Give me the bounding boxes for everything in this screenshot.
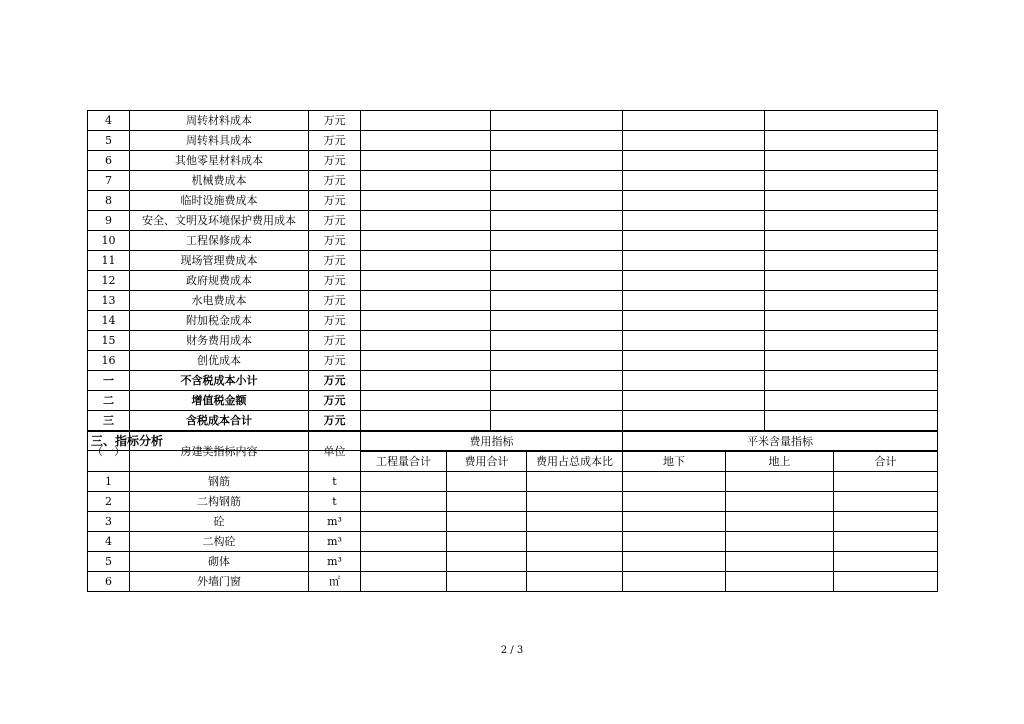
value-cell: [527, 492, 623, 512]
value-cell: [765, 311, 938, 331]
value-cell: [623, 251, 765, 271]
row-item: 水电费成本: [130, 291, 309, 311]
cost-row: [88, 191, 938, 211]
value-cell: [726, 512, 834, 532]
value-cell: [361, 552, 447, 572]
value-cell: [361, 231, 491, 251]
row-number: 12: [88, 271, 130, 291]
value-cell: [527, 512, 623, 532]
value-cell: [447, 552, 527, 572]
header-area-underground: 地下: [623, 452, 726, 472]
cost-row: [88, 211, 938, 231]
value-cell: [834, 472, 938, 492]
row-unit: 万元: [309, 111, 361, 131]
value-cell: [361, 532, 447, 552]
row-item: 砌体: [130, 552, 309, 572]
row-item: 外墙门窗: [130, 572, 309, 592]
value-cell: [623, 191, 765, 211]
value-cell: [447, 512, 527, 532]
value-cell: [361, 111, 491, 131]
value-cell: [765, 371, 938, 391]
row-unit: 万元: [309, 331, 361, 351]
value-cell: [361, 572, 447, 592]
cost-row: [88, 131, 938, 151]
value-cell: [623, 572, 726, 592]
row-number: 9: [88, 211, 130, 231]
index-table: [87, 431, 938, 592]
cost-row: [88, 111, 938, 131]
row-number: 10: [88, 231, 130, 251]
row-unit: 万元: [309, 151, 361, 171]
row-unit: 万元: [309, 291, 361, 311]
value-cell: [623, 271, 765, 291]
value-cell: [623, 131, 765, 151]
value-cell: [491, 331, 623, 351]
value-cell: [527, 532, 623, 552]
value-cell: [765, 211, 938, 231]
row-number: 16: [88, 351, 130, 371]
value-cell: [361, 512, 447, 532]
value-cell: [623, 472, 726, 492]
cost-table: [87, 110, 938, 451]
value-cell: [765, 291, 938, 311]
header-area-total: 合计: [834, 452, 938, 472]
header-fee-total: 费用合计: [447, 452, 527, 472]
row-number: 二: [88, 391, 130, 411]
value-cell: [361, 131, 491, 151]
row-number: 4: [88, 532, 130, 552]
value-cell: [623, 331, 765, 351]
row-item: 附加税金成本: [130, 311, 309, 331]
value-cell: [623, 411, 765, 431]
row-item: 创优成本: [130, 351, 309, 371]
row-number: 2: [88, 492, 130, 512]
row-item: 财务费用成本: [130, 331, 309, 351]
value-cell: [491, 391, 623, 411]
row-unit: 万元: [309, 311, 361, 331]
index-row: [88, 552, 938, 572]
value-cell: [623, 512, 726, 532]
value-cell: [623, 291, 765, 311]
cost-row: [88, 231, 938, 251]
cost-row: [88, 311, 938, 331]
row-unit: 万元: [309, 251, 361, 271]
value-cell: [623, 351, 765, 371]
row-item: 安全、文明及环境保护费用成本: [130, 211, 309, 231]
value-cell: [765, 191, 938, 211]
index-row: [88, 492, 938, 512]
cost-row: [88, 331, 938, 351]
row-item: 机械费成本: [130, 171, 309, 191]
row-item: 现场管理费成本: [130, 251, 309, 271]
row-unit: ㎡: [309, 572, 361, 592]
value-cell: [491, 211, 623, 231]
value-cell: [623, 311, 765, 331]
value-cell: [765, 271, 938, 291]
value-cell: [361, 151, 491, 171]
row-item: 砼: [130, 512, 309, 532]
index-row: [88, 532, 938, 552]
header-fee-group: 费用指标: [361, 432, 623, 452]
row-number: 11: [88, 251, 130, 271]
index-header-row-1: [88, 432, 938, 452]
value-cell: [623, 532, 726, 552]
row-unit: 万元: [309, 211, 361, 231]
value-cell: [834, 512, 938, 532]
row-item: 二构钢筋: [130, 492, 309, 512]
value-cell: [361, 331, 491, 351]
cost-row: [88, 151, 938, 171]
row-number: 7: [88, 171, 130, 191]
summary-row: [88, 391, 938, 411]
value-cell: [361, 271, 491, 291]
value-cell: [447, 492, 527, 512]
value-cell: [491, 371, 623, 391]
value-cell: [491, 131, 623, 151]
header-fee-quantity: 工程量合计: [361, 452, 447, 472]
row-item: 钢筋: [130, 472, 309, 492]
summary-row: [88, 371, 938, 391]
header-unit: 单位: [309, 432, 361, 472]
row-number: 1: [88, 472, 130, 492]
value-cell: [491, 271, 623, 291]
row-unit: 万元: [309, 131, 361, 151]
row-item: 二构砼: [130, 532, 309, 552]
row-unit: t: [309, 492, 361, 512]
value-cell: [623, 151, 765, 171]
row-number: 5: [88, 552, 130, 572]
value-cell: [527, 472, 623, 492]
value-cell: [361, 311, 491, 331]
row-unit: 万元: [309, 371, 361, 391]
value-cell: [726, 532, 834, 552]
cost-row: [88, 171, 938, 191]
value-cell: [623, 211, 765, 231]
value-cell: [765, 411, 938, 431]
row-item: 增值税金额: [130, 391, 309, 411]
value-cell: [726, 552, 834, 572]
index-row: [88, 572, 938, 592]
row-number: 6: [88, 572, 130, 592]
summary-row: [88, 411, 938, 431]
value-cell: [765, 391, 938, 411]
value-cell: [834, 552, 938, 572]
value-cell: [834, 492, 938, 512]
value-cell: [765, 171, 938, 191]
value-cell: [491, 231, 623, 251]
value-cell: [491, 351, 623, 371]
value-cell: [527, 572, 623, 592]
value-cell: [361, 171, 491, 191]
value-cell: [527, 552, 623, 572]
value-cell: [361, 492, 447, 512]
row-number: 6: [88, 151, 130, 171]
header-fee-ratio: 费用占总成本比: [527, 452, 623, 472]
value-cell: [623, 231, 765, 251]
row-number: 14: [88, 311, 130, 331]
value-cell: [765, 151, 938, 171]
value-cell: [765, 131, 938, 151]
row-unit: m³: [309, 532, 361, 552]
row-number: 一: [88, 371, 130, 391]
value-cell: [361, 211, 491, 231]
value-cell: [623, 371, 765, 391]
row-number: 13: [88, 291, 130, 311]
header-area-aboveground: 地上: [726, 452, 834, 472]
index-row: [88, 472, 938, 492]
value-cell: [623, 391, 765, 411]
row-unit: 万元: [309, 191, 361, 211]
row-number: 15: [88, 331, 130, 351]
row-unit: 万元: [309, 411, 361, 431]
value-cell: [765, 331, 938, 351]
value-cell: [491, 151, 623, 171]
value-cell: [361, 191, 491, 211]
row-unit: 万元: [309, 351, 361, 371]
value-cell: [491, 311, 623, 331]
value-cell: [726, 572, 834, 592]
cost-row: [88, 251, 938, 271]
value-cell: [765, 111, 938, 131]
row-unit: 万元: [309, 271, 361, 291]
row-item: 周转材料成本: [130, 111, 309, 131]
cost-row: [88, 291, 938, 311]
value-cell: [726, 492, 834, 512]
header-no: （一）: [88, 432, 130, 472]
value-cell: [491, 171, 623, 191]
row-number: 8: [88, 191, 130, 211]
header-area-group: 平米含量指标: [623, 432, 938, 452]
value-cell: [834, 572, 938, 592]
row-number: 4: [88, 111, 130, 131]
value-cell: [623, 171, 765, 191]
row-item: 其他零星材料成本: [130, 151, 309, 171]
row-item: 周转料具成本: [130, 131, 309, 151]
row-item: 临时设施费成本: [130, 191, 309, 211]
row-unit: 万元: [309, 231, 361, 251]
value-cell: [491, 191, 623, 211]
value-cell: [765, 351, 938, 371]
index-row: [88, 512, 938, 532]
value-cell: [834, 532, 938, 552]
cost-table-body: [88, 111, 938, 451]
value-cell: [447, 572, 527, 592]
value-cell: [361, 251, 491, 271]
value-cell: [491, 411, 623, 431]
row-item: 工程保修成本: [130, 231, 309, 251]
value-cell: [491, 251, 623, 271]
header-item: 房建类指标内容: [130, 432, 309, 472]
value-cell: [361, 371, 491, 391]
value-cell: [491, 291, 623, 311]
row-item: 不含税成本小计: [130, 371, 309, 391]
value-cell: [361, 291, 491, 311]
row-number: 三: [88, 411, 130, 431]
value-cell: [447, 532, 527, 552]
row-unit: 万元: [309, 171, 361, 191]
value-cell: [361, 351, 491, 371]
value-cell: [361, 472, 447, 492]
row-number: 5: [88, 131, 130, 151]
row-item: 政府规费成本: [130, 271, 309, 291]
value-cell: [447, 472, 527, 492]
section-title: 三、指标分析: [88, 431, 938, 451]
value-cell: [623, 111, 765, 131]
cost-row: [88, 351, 938, 371]
index-table-body: [88, 432, 938, 592]
row-item: 含税成本合计: [130, 411, 309, 431]
value-cell: [623, 492, 726, 512]
value-cell: [491, 111, 623, 131]
page-number: 2 / 3: [500, 645, 524, 656]
value-cell: [623, 552, 726, 572]
row-unit: t: [309, 472, 361, 492]
value-cell: [765, 231, 938, 251]
value-cell: [361, 411, 491, 431]
value-cell: [765, 251, 938, 271]
value-cell: [726, 472, 834, 492]
row-unit: m³: [309, 512, 361, 532]
row-unit: m³: [309, 552, 361, 572]
row-number: 3: [88, 512, 130, 532]
cost-row: [88, 271, 938, 291]
value-cell: [361, 391, 491, 411]
row-unit: 万元: [309, 391, 361, 411]
